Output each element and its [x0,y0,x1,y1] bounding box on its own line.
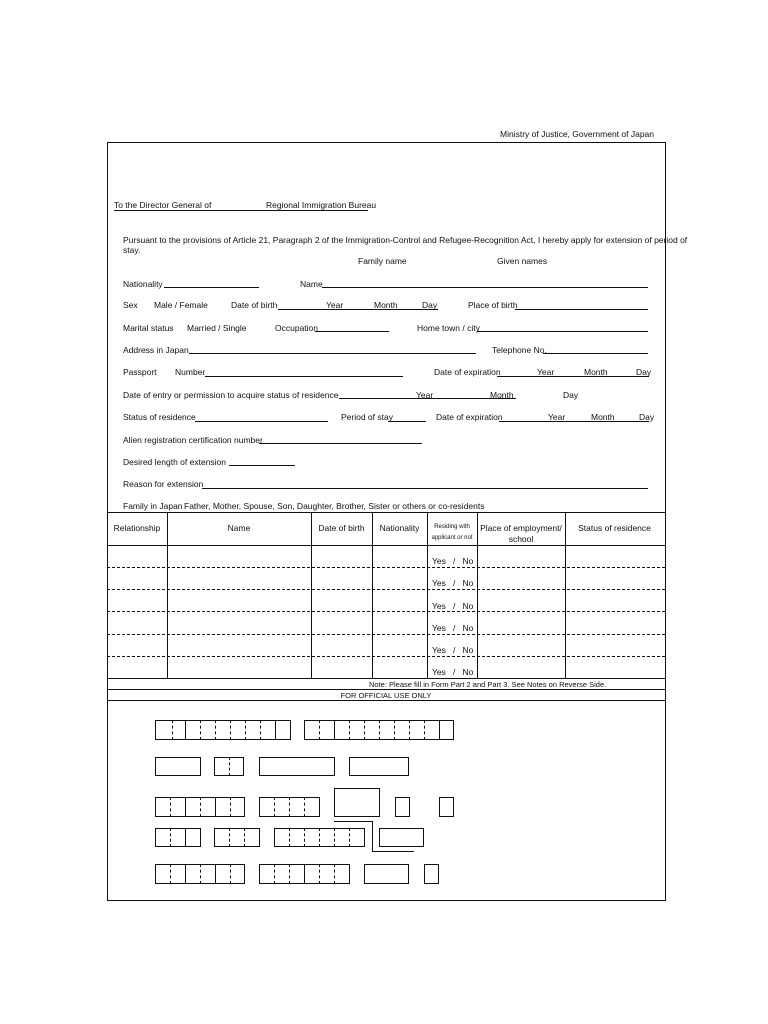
no-option[interactable]: No [462,556,474,566]
box-divider [260,720,261,740]
box-divider [185,720,186,740]
box-divider [274,864,275,884]
box-divider [364,720,365,740]
row-separator [107,589,665,590]
box-divider [289,864,290,884]
box-divider [185,797,186,817]
dob-month: Month [374,300,398,310]
header-employment-1: Place of employment/ [480,523,562,533]
box-divider [230,797,231,817]
table-bottom-border [107,678,665,679]
box-divider [289,828,290,847]
box-divider [200,864,201,884]
header-employment-2: school [508,534,534,544]
address-label: Address in Japan [123,345,189,355]
col-divider [167,512,168,678]
box-divider [319,864,320,884]
connector-line [334,821,372,822]
desired-length-label: Desired length of extension [123,457,227,467]
box-divider [439,720,440,740]
box-divider [334,720,335,740]
period-of-stay-label: Period of stay [341,412,393,422]
box-divider [185,828,186,847]
dob-day: Day [422,300,438,310]
box-divider [349,828,350,847]
reason-label: Reason for extension [123,479,204,489]
ministry-header: Ministry of Justice, Government of Japan [500,129,655,139]
family-name-label: Family name [358,256,407,266]
box-divider [289,797,290,817]
box-divider [215,864,216,884]
slash: / [452,601,456,611]
passport-expiration-label: Date of expiration [434,367,501,377]
addressee-suffix: Regional Immigration Bureau [266,200,377,210]
slash: / [452,667,456,677]
box-divider [172,720,173,740]
marital-label: Marital status [123,323,174,333]
box-divider [349,720,350,740]
nationality-label: Nationality [123,279,163,289]
official-box [439,797,454,817]
official-box [155,828,201,847]
no-option[interactable]: No [462,667,474,677]
box-divider [244,828,245,847]
yes-option[interactable]: Yes [432,645,446,655]
official-box [379,828,424,847]
table-header-border [107,545,665,546]
row-separator [107,634,665,635]
passport-expiration-field[interactable] [497,376,649,377]
connector-line [372,821,373,851]
official-box [334,788,380,817]
box-divider [170,828,171,847]
official-box [259,757,335,776]
official-box [155,720,291,740]
slash: / [452,623,456,633]
period-of-stay-field[interactable] [388,421,426,422]
box-divider [319,828,320,847]
passport-label: Passport [123,367,157,377]
box-divider [274,797,275,817]
status-label: Status of residence [123,412,196,422]
row-separator [107,567,665,568]
col-divider [311,512,312,678]
col-divider [565,512,566,678]
alien-registration-field[interactable] [259,443,422,444]
official-box [364,864,409,884]
official-box [395,797,410,817]
intro-line2: stay. [123,245,141,255]
entry-year: Year [416,390,434,400]
yes-option[interactable]: Yes [432,667,446,677]
status-field[interactable] [195,421,328,422]
header-residing-1: Residing with [434,524,470,530]
alien-registration-label: Alien registration certification number [123,435,263,445]
box-divider [245,720,246,740]
table-row[interactable] [432,667,473,677]
connector-line [372,851,414,852]
box-divider [379,720,380,740]
family-members-label: Father, Mother, Spouse, Son, Daughter, Brother, Sister or others or co-residents [184,501,485,511]
marital-options[interactable]: Married / Single [187,323,247,333]
official-box [349,757,409,776]
passport-exp-month: Month [584,367,608,377]
yes-option[interactable]: Yes [432,623,446,633]
home-town-label: Home town / city [417,323,480,333]
box-divider [229,757,230,776]
place-of-birth-label: Place of birth [468,300,518,310]
family-label: Family in Japan [123,501,183,511]
given-names-label: Given names [497,256,548,266]
nationality-field[interactable] [164,287,259,288]
yes-option[interactable]: Yes [432,556,446,566]
dob-label: Date of birth [231,300,278,310]
box-divider [409,720,410,740]
row-separator [107,656,665,657]
passport-exp-year: Year [537,367,555,377]
slash: / [452,556,456,566]
box-divider [304,828,305,847]
box-divider [304,864,305,884]
box-divider [229,828,230,847]
no-option[interactable]: No [462,645,474,655]
yes-option[interactable]: Yes [432,601,446,611]
date-of-entry-label: Date of entry or permission to acquire status of residence [123,390,339,400]
box-divider [185,864,186,884]
official-box [214,828,260,847]
passport-number-label: Number [175,367,206,377]
box-divider [319,720,320,740]
table-row[interactable] [432,623,473,633]
no-option[interactable]: No [462,623,474,633]
note-border [107,689,665,690]
box-divider [275,720,276,740]
table-row[interactable] [432,645,473,655]
sex-options[interactable]: Male / Female [154,300,208,310]
no-option[interactable]: No [462,601,474,611]
dob-year: Year [326,300,344,310]
header-status: Status of residence [578,523,651,533]
reason-field[interactable] [202,488,648,489]
header-relationship: Relationship [113,523,161,533]
slash: / [452,645,456,655]
dob-field[interactable] [278,309,438,310]
col-divider [372,512,373,678]
status-expiration-field[interactable] [499,421,649,422]
box-divider [334,864,335,884]
box-divider [200,797,201,817]
table-top-border [107,512,665,513]
table-row[interactable] [432,556,473,566]
status-expiration-label: Date of expiration [436,412,503,422]
telephone-label: Telephone No. [492,345,547,355]
yes-option[interactable]: Yes [432,578,446,588]
occupation-field[interactable] [315,331,389,332]
addressee-prefix: To the Director General of [114,200,212,210]
occupation-label: Occupation [275,323,318,333]
box-divider [230,864,231,884]
note-text: Note: Please fill in Form Part 2 and Part 3. See Notes on Reverse Side. [369,680,607,689]
box-divider [424,720,425,740]
status-exp-day: Day [639,412,655,422]
box-divider [215,797,216,817]
box-divider [170,797,171,817]
official-box [155,757,201,776]
no-option[interactable]: No [462,578,474,588]
addressee-underline [114,210,368,211]
box-divider [200,720,201,740]
header-name: Name [227,523,251,533]
official-box [424,864,439,884]
status-exp-month: Month [591,412,615,422]
table-row[interactable] [432,601,473,611]
status-exp-year: Year [548,412,566,422]
box-divider [170,864,171,884]
official-border [107,700,665,701]
desired-length-field[interactable] [229,465,295,466]
intro-line1: Pursuant to the provisions of Article 21, Paragraph 2 of the Immigration-Control and Refugee-Recognition Act, I hereby apply for extension of period of [123,235,688,245]
sex-label: Sex [123,300,138,310]
name-label: Name [300,279,323,289]
passport-exp-day: Day [636,367,652,377]
entry-day: Day [563,390,579,400]
box-divider [394,720,395,740]
table-row[interactable] [432,578,473,588]
place-of-birth-field[interactable] [515,309,648,310]
box-divider [230,720,231,740]
telephone-field[interactable] [543,353,648,354]
box-divider [334,828,335,847]
entry-month: Month [490,390,514,400]
name-field[interactable] [322,287,648,288]
header-dob: Date of birth [318,523,365,533]
official-use-label: FOR OFFICIAL USE ONLY [340,691,432,700]
home-town-field[interactable] [477,331,648,332]
header-residing-2: applicant or not [431,535,473,541]
address-field[interactable] [189,353,476,354]
row-separator [107,611,665,612]
slash: / [452,578,456,588]
header-nationality: Nationality [379,523,420,533]
box-divider [215,720,216,740]
box-divider [304,797,305,817]
passport-number-field[interactable] [205,376,403,377]
